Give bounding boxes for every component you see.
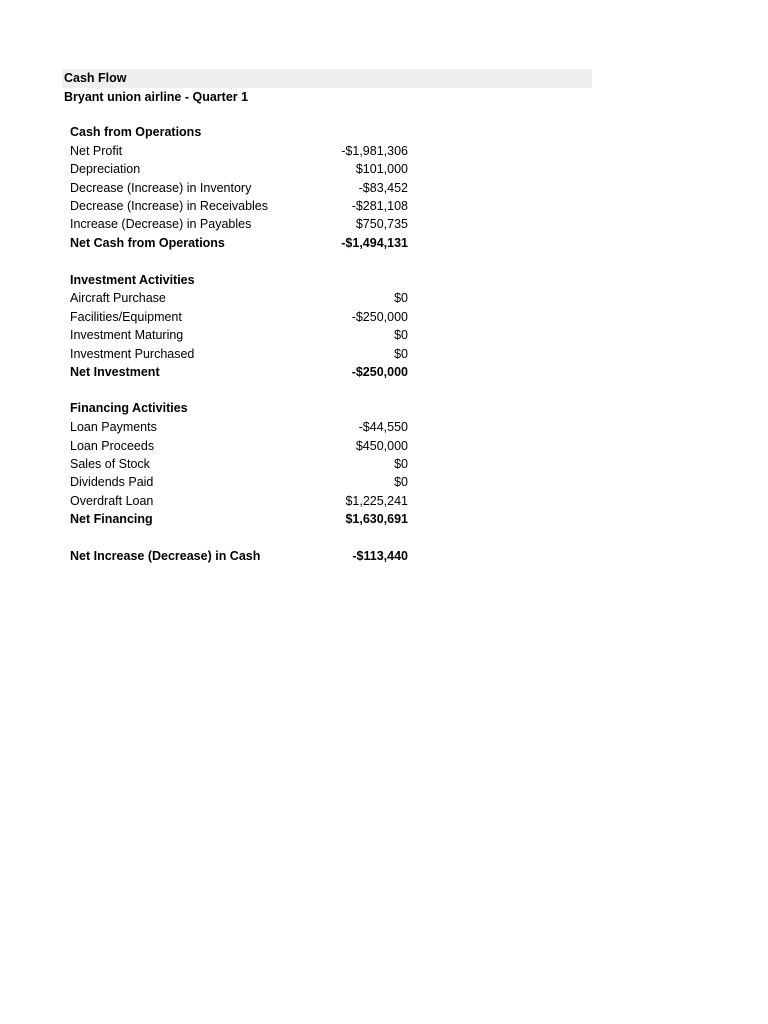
- row-value: $1,225,241: [345, 494, 408, 508]
- net-change-label: Net Increase (Decrease) in Cash: [70, 549, 261, 563]
- table-row: [70, 161, 408, 178]
- title-band: [62, 69, 592, 88]
- page-title: Cash Flow: [64, 71, 127, 85]
- row-label: Dividends Paid: [70, 475, 154, 489]
- section-heading-investment: [70, 272, 408, 289]
- total-label: Net Cash from Operations: [70, 236, 225, 250]
- row-value: $0: [394, 457, 408, 471]
- section-heading-operations: [70, 124, 408, 141]
- total-label: Net Investment: [70, 365, 160, 379]
- table-row: [70, 327, 408, 344]
- table-row: [70, 216, 408, 233]
- total-row-financing: [70, 511, 408, 528]
- row-label: Loan Proceeds: [70, 439, 155, 453]
- net-change-value: -$113,440: [352, 549, 408, 563]
- row-label: Investment Purchased: [70, 347, 195, 361]
- section-heading-label: Cash from Operations: [70, 125, 202, 139]
- table-row: [70, 143, 408, 160]
- table-row: [70, 438, 408, 455]
- total-row-investment: [70, 364, 408, 381]
- row-value: $0: [394, 475, 408, 489]
- row-label: Decrease (Increase) in Receivables: [70, 199, 269, 213]
- row-value: $750,735: [355, 217, 408, 231]
- table-row: [70, 346, 408, 363]
- table-row: [70, 419, 408, 436]
- row-value: $0: [394, 347, 408, 361]
- row-label: Increase (Decrease) in Payables: [70, 217, 252, 231]
- row-label: Loan Payments: [70, 420, 157, 434]
- row-value: -$44,550: [358, 420, 408, 434]
- total-value: $1,630,691: [345, 512, 408, 526]
- total-row-operations: [70, 235, 408, 252]
- row-label: Investment Maturing: [70, 328, 184, 342]
- row-label: Aircraft Purchase: [70, 291, 166, 305]
- section-heading-label: Investment Activities: [70, 273, 195, 287]
- table-row: [70, 493, 408, 510]
- table-row: [70, 290, 408, 307]
- row-value: -$83,452: [358, 181, 408, 195]
- total-value: -$1,494,131: [341, 236, 408, 250]
- section-heading-label: Financing Activities: [70, 401, 188, 415]
- table-row: [70, 198, 408, 215]
- section-heading-financing: [70, 400, 408, 417]
- table-row: [70, 309, 408, 326]
- row-value: $0: [394, 291, 408, 305]
- row-label: Depreciation: [70, 162, 141, 176]
- table-row: [70, 456, 408, 473]
- net-change-row: [70, 548, 408, 565]
- row-value: -$1,981,306: [341, 144, 408, 158]
- row-value: -$281,108: [351, 199, 408, 213]
- row-value: $450,000: [355, 439, 408, 453]
- row-label: Decrease (Increase) in Inventory: [70, 181, 252, 195]
- row-value: $101,000: [355, 162, 408, 176]
- row-label: Sales of Stock: [70, 457, 150, 471]
- row-label: Net Profit: [70, 144, 123, 158]
- table-row: [70, 474, 408, 491]
- row-value: -$250,000: [351, 310, 408, 324]
- row-label: Overdraft Loan: [70, 494, 154, 508]
- row-label: Facilities/Equipment: [70, 310, 182, 324]
- row-value: $0: [394, 328, 408, 342]
- page-subtitle: Bryant union airline - Quarter 1: [64, 90, 249, 104]
- table-row: [70, 180, 408, 197]
- total-value: -$250,000: [351, 365, 408, 379]
- total-label: Net Financing: [70, 512, 153, 526]
